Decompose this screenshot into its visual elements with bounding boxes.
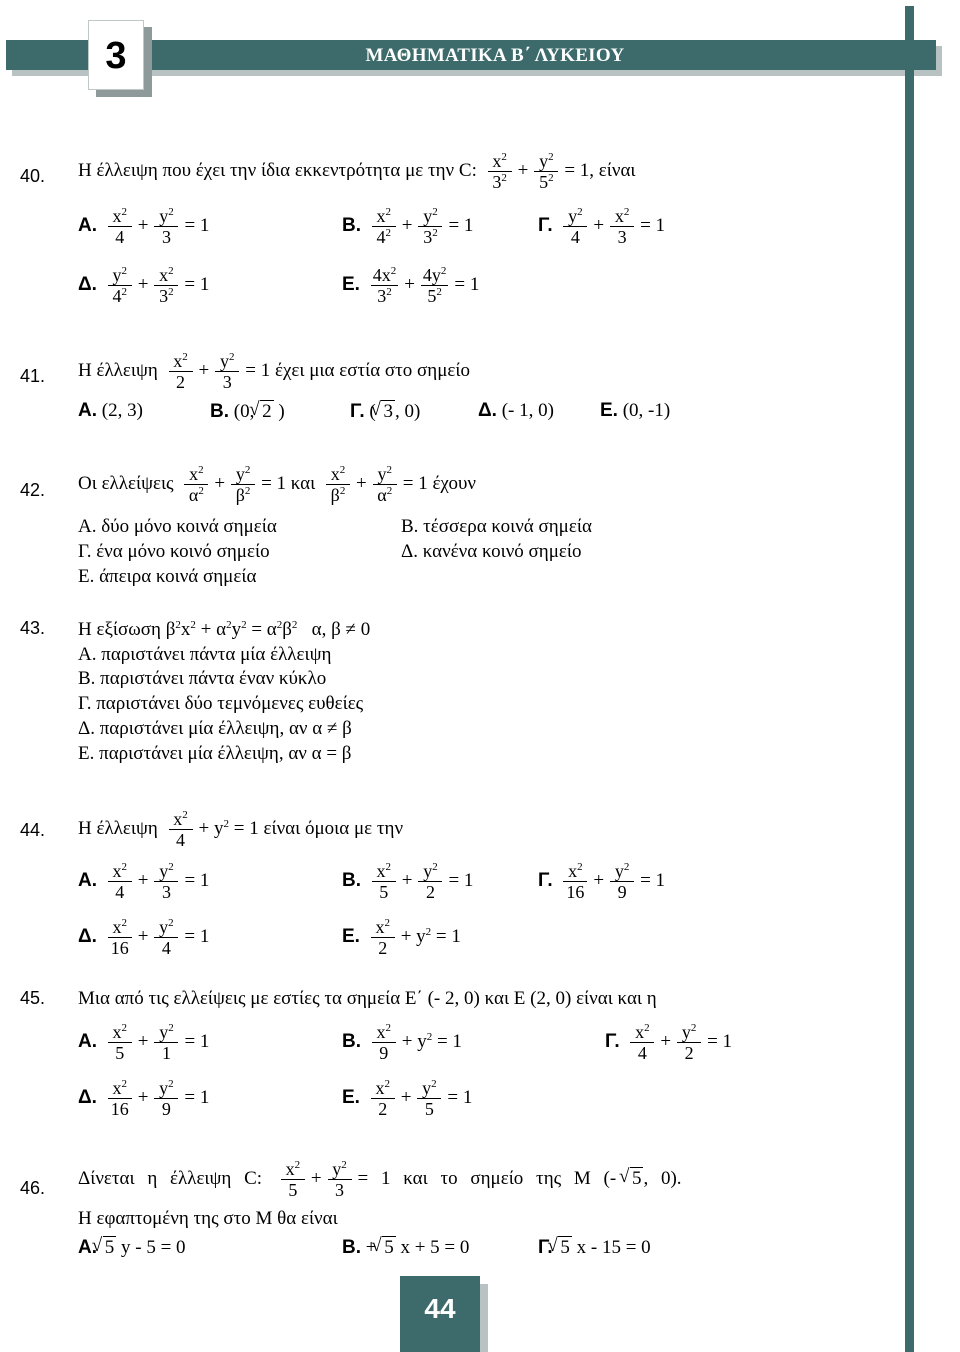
question-45-option-a[interactable]: Α. $\frac{x^2}{5}$ + $\frac{y^2}{1}$ = 1 xyxy=(78,1022,210,1063)
question-41-option-g[interactable]: Γ. ( √ 3 , 0) xyxy=(350,400,420,423)
question-number: 46. xyxy=(20,1178,46,1198)
question-43-option-g[interactable]: Γ. παριστάνει δύο τεμνόμενες ευθείες xyxy=(78,693,364,714)
question-40-option-e[interactable]: Ε. $\frac{4x^2}{3^2}$ + $\frac{4y^2}{5^2}$ = 1 xyxy=(342,265,480,306)
question-46-option-g[interactable]: Γ. √ 5 x - 15 = 0 xyxy=(538,1236,651,1259)
question-44-stem: Η έλλειψη $\frac{x^2}{4}$ + $y^2 = 1$ είναι όμοια με την xyxy=(78,809,404,850)
question-44-option-e[interactable]: Ε. $\frac{x^2}{2}$ + $y^2 = 1$ xyxy=(342,917,461,958)
question-40-stem: Η έλλειψη που έχει την ίδια εκκεντρότητα με την C: $\frac{x^2}{3^2}$ + $\frac{y^2}{5^2}$ = 1, είναι xyxy=(78,151,636,192)
question-number: 41. xyxy=(20,366,46,386)
question-42-option-d[interactable]: Δ. κανένα κοινό σημείο xyxy=(401,541,582,562)
question-42-option-e[interactable]: Ε. άπειρα κοινά σημεία xyxy=(78,566,257,587)
question-44-option-d[interactable]: Δ. $\frac{x^2}{16}$ + $\frac{y^2}{4}$ = 1 xyxy=(78,917,210,958)
question-46-option-a[interactable]: Α. √ 5 y - 5 = 0 xyxy=(78,1236,186,1259)
question-43-option-e[interactable]: Ε. παριστάνει μία έλλειψη, αν α = β xyxy=(78,743,352,764)
question-41-stem: Η έλλειψη $\frac{x^2}{2}$ + $\frac{y^2}{3}$ = 1 έχει μια εστία στο σημείο xyxy=(78,351,470,392)
question-46-stem: Δίνεται η έλλειψη C: $\frac{x^2}{5}$ + $\frac{y^2}{3}$ = 1 και το σημείο της Μ (- √ 5 , 0). xyxy=(78,1160,682,1199)
question-43-option-b[interactable]: Β. παριστάνει πάντα έναν κύκλο xyxy=(78,668,327,689)
chapter-number: 3 xyxy=(88,20,144,90)
question-43-stem: Η εξίσωση $\beta^2x^2 + \alpha^2y^2 = \alpha^2\beta^2$ α, β ≠ 0 xyxy=(78,619,371,640)
question-40-option-d[interactable]: Δ. $\frac{y^2}{4^2}$ + $\frac{x^2}{3^2}$ = 1 xyxy=(78,265,210,306)
question-43-option-a[interactable]: Α. παριστάνει πάντα μία έλλειψη xyxy=(78,644,332,665)
question-number: 43. xyxy=(20,618,46,638)
question-number: 42. xyxy=(20,480,46,500)
question-41-option-d[interactable]: Δ. (- 1, 0) xyxy=(478,400,554,421)
question-45-option-e[interactable]: Ε. $\frac{x^2}{2}$ + $\frac{y^2}{5}$ = 1 xyxy=(342,1078,473,1119)
question-42-option-a[interactable]: Α. δύο μόνο κοινά σημεία xyxy=(78,516,277,537)
question-46-line2: Η εφαπτομένη της στο Μ θα είναι xyxy=(78,1208,338,1229)
question-number: 40. xyxy=(20,166,46,186)
page-number: 44 xyxy=(400,1276,480,1352)
question-40-option-b[interactable]: Β. $\frac{x^2}{4^2}$ + $\frac{y^2}{3^2}$ = 1 xyxy=(342,206,474,247)
right-margin-bar xyxy=(905,6,914,1352)
question-45-stem: Μια από τις ελλείψεις με εστίες τα σημεία Ε΄ (- 2, 0) και Ε (2, 0) είναι και η xyxy=(78,988,657,1009)
question-45-option-d[interactable]: Δ. $\frac{x^2}{16}$ + $\frac{y^2}{9}$ = 1 xyxy=(78,1078,210,1119)
question-46-option-b[interactable]: Β. + √ 5 x + 5 = 0 xyxy=(342,1236,469,1259)
question-45-option-g[interactable]: Γ. $\frac{x^2}{4}$ + $\frac{y^2}{2}$ = 1 xyxy=(605,1022,733,1063)
question-42-stem: Οι ελλείψεις $\frac{x^2}{\alpha^2}$ + $\frac{y^2}{\beta^2}$ = 1 και $\frac{x^2}{\beta^2}$ + $\frac{y^2}{\alpha^2}$ = 1 έχουν xyxy=(78,464,476,505)
question-number: 44. xyxy=(20,820,46,840)
question-42-option-b[interactable]: Β. τέσσερα κοινά σημεία xyxy=(401,516,592,537)
question-41-option-a[interactable]: Α. (2, 3) xyxy=(78,400,143,421)
question-41-option-b[interactable]: Β. (0, √ 2 ) xyxy=(210,400,285,423)
question-44-option-b[interactable]: Β. $\frac{x^2}{5}$ + $\frac{y^2}{2}$ = 1 xyxy=(342,861,474,902)
page-title: ΜΑΘΗΜΑΤΙΚΑ Β΄ ΛΥΚΕΙΟΥ xyxy=(365,45,625,66)
question-41-option-e[interactable]: Ε. (0, -1) xyxy=(600,400,671,421)
question-44-option-g[interactable]: Γ. $\frac{x^2}{16}$ + $\frac{y^2}{9}$ = 1 xyxy=(538,861,666,902)
question-45-option-b[interactable]: Β. $\frac{x^2}{9}$ + $y^2 = 1$ xyxy=(342,1022,462,1063)
question-40-option-a[interactable]: Α. $\frac{x^2}{4}$ + $\frac{y^2}{3}$ = 1 xyxy=(78,206,210,247)
question-40-option-g[interactable]: Γ. $\frac{y^2}{4}$ + $\frac{x^2}{3}$ = 1 xyxy=(538,206,666,247)
question-43-option-d[interactable]: Δ. παριστάνει μία έλλειψη, αν α ≠ β xyxy=(78,718,352,739)
question-number: 45. xyxy=(20,988,46,1008)
question-42-option-g[interactable]: Γ. ένα μόνο κοινό σημείο xyxy=(78,541,270,562)
question-44-option-a[interactable]: Α. $\frac{x^2}{4}$ + $\frac{y^2}{3}$ = 1 xyxy=(78,861,210,902)
